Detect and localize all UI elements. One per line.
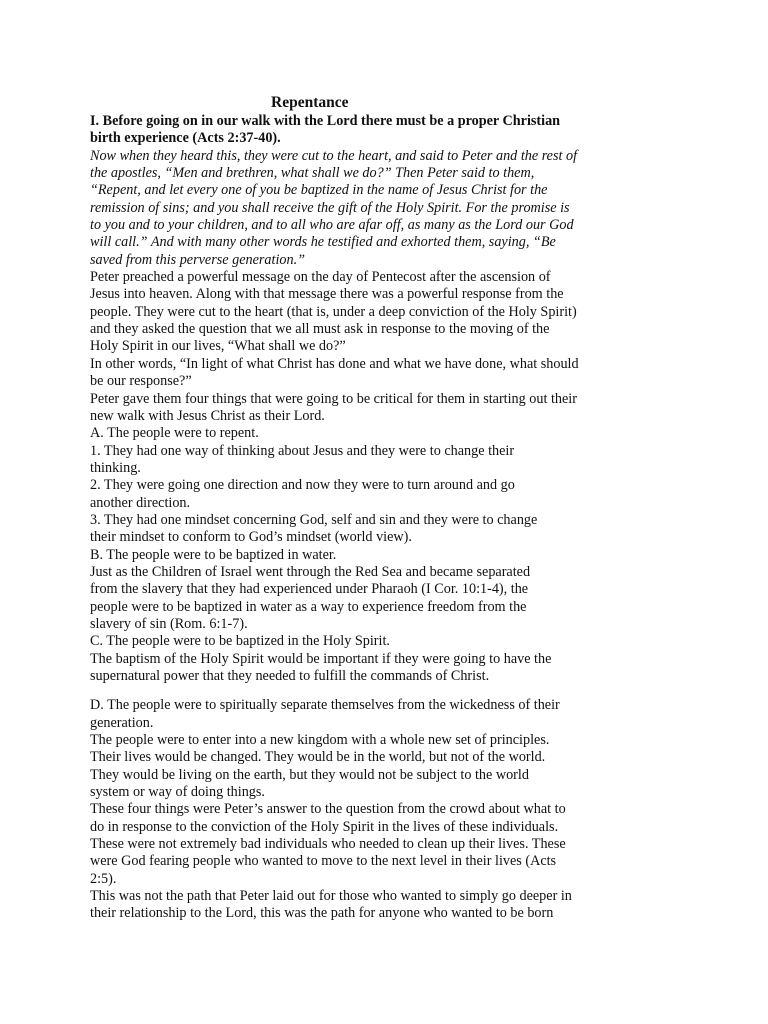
scripture-line: the apostles, “Men and brethren, what shall we do?” Then Peter said to them,: [90, 165, 535, 182]
point-b: B. The people were to be baptized in water.: [90, 546, 337, 563]
body-line: The baptism of the Holy Spirit would be important if they were going to have the: [90, 650, 552, 667]
body-line: their relationship to the Lord, this was the path for anyone who wanted to be born: [90, 905, 554, 922]
body-line: their mindset to conform to God’s mindset (world view).: [90, 529, 412, 546]
point-a: A. The people were to repent.: [90, 425, 259, 442]
body-line: 1. They had one way of thinking about Jesus and they were to change their: [90, 442, 515, 459]
body-line: generation.: [90, 714, 154, 731]
scripture-line: Now when they heard this, they were cut to the heart, and said to Peter and the rest of: [90, 147, 578, 164]
scripture-line: saved from this perverse generation.”: [90, 251, 306, 268]
body-line: do in response to the conviction of the Holy Spirit in the lives of these individuals.: [90, 818, 559, 835]
heading-line: birth experience (Acts 2:37-40).: [90, 130, 281, 147]
body-line: These four things were Peter’s answer to the question from the crowd about what to: [90, 801, 566, 818]
body-line: system or way of doing things.: [90, 784, 265, 801]
body-line: 2. They were going one direction and now they were to turn around and go: [90, 477, 515, 494]
body-line: supernatural power that they needed to fulfill the commands of Christ.: [90, 668, 490, 684]
point-d: D. The people were to spiritually separate themselves from the wickedness of their: [90, 697, 560, 714]
body-line: This was not the path that Peter laid out for those who wanted to simply go deeper in: [90, 888, 572, 905]
scripture-line: “Repent, and let every one of you be baptized in the name of Jesus Christ for the: [90, 182, 548, 199]
body-line: 2:5).: [90, 870, 117, 887]
body-line: Jesus into heaven. Along with that message there was a powerful response from the: [90, 286, 564, 303]
body-line: These were not extremely bad individuals who needed to clean up their lives. These: [90, 836, 566, 853]
body-line: be our response?”: [90, 373, 192, 390]
point-c: C. The people were to be baptized in the Holy Spirit.: [90, 633, 390, 650]
body-line: were God fearing people who wanted to move to the next level in their lives (Acts: [90, 853, 557, 870]
body-text-2: [90, 697, 610, 922]
body-line: new walk with Jesus Christ as their Lord.: [90, 407, 325, 424]
body-line: The people were to enter into a new kingdom with a whole new set of principles.: [90, 732, 550, 749]
body-line: and they asked the question that we all must ask in response to the moving of the: [90, 321, 550, 338]
body-line: another direction.: [90, 494, 191, 511]
document-title: Repentance: [271, 94, 349, 111]
body-line: thinking.: [90, 459, 141, 476]
body-line: 3. They had one mindset concerning God, self and sin and they were to change: [90, 511, 538, 528]
body-line: Peter gave them four things that were going to be critical for them in starting out their: [90, 390, 577, 407]
scripture-line: will call.” And with many other words he testified and exhorted them, saying, “Be: [90, 234, 556, 251]
body-line: They would be living on the earth, but they would not be subject to the world: [90, 766, 529, 783]
document-page: [90, 93, 610, 923]
paragraph-gap: [90, 685, 610, 697]
section-heading: [90, 113, 610, 148]
scripture-line: to you and to your children, and to all who are afar off, as many as the Lord our God: [90, 217, 574, 234]
body-text-1: [90, 269, 610, 685]
scripture-quote: [90, 148, 610, 269]
body-line: Just as the Children of Israel went through the Red Sea and became separated: [90, 563, 531, 580]
body-line: from the slavery that they had experienced under Pharaoh (I Cor. 10:1-4), the: [90, 581, 529, 598]
scripture-line: remission of sins; and you shall receive the gift of the Holy Spirit. For the promise is: [90, 199, 570, 216]
body-line: Holy Spirit in our lives, “What shall we do?”: [90, 338, 346, 355]
body-line: Their lives would be changed. They would be in the world, but not of the world.: [90, 749, 546, 766]
body-line: people. They were cut to the heart (that is, under a deep conviction of the Holy Spirit): [90, 303, 577, 320]
body-line: In other words, “In light of what Christ has done and what we have done, what should: [90, 355, 579, 372]
heading-line: I. Before going on in our walk with the Lord there must be a proper Christian: [90, 113, 561, 129]
body-line: Peter preached a powerful message on the day of Pentecost after the ascension of: [90, 269, 551, 286]
body-line: slavery of sin (Rom. 6:1-7).: [90, 615, 248, 632]
body-line: people were to be baptized in water as a way to experience freedom from the: [90, 598, 527, 615]
